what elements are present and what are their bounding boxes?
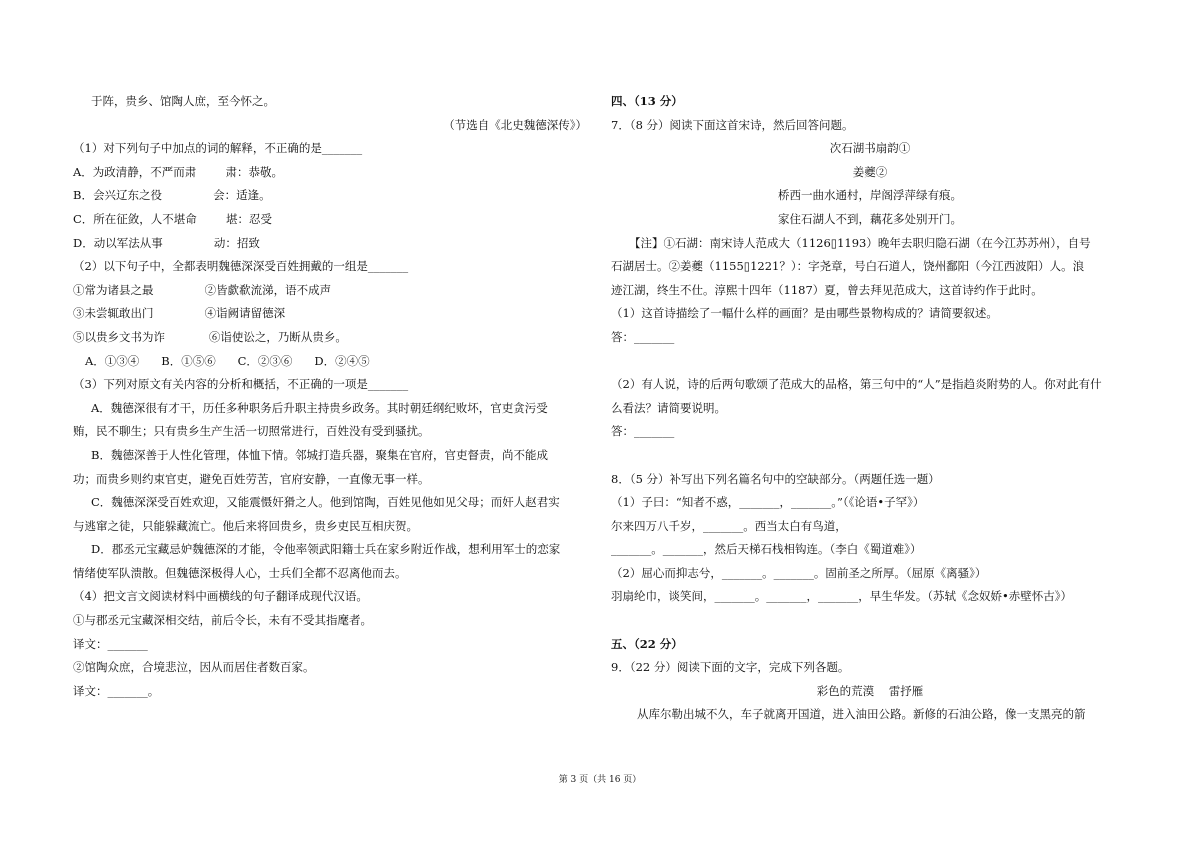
question-8-2: （2）屈心而抑志兮，_______。_______。固前圣之所厚。（屈原《离骚》） — [611, 565, 987, 580]
question-8-line-2: 尔来四万八千岁，_______。西当太白有鸟道， — [611, 518, 847, 533]
q4-translation-2: 译文：_______。 — [73, 683, 160, 698]
question-8-1: （1）子曰：“知者不惑，_______，_______。”（《论语•子罕》） — [611, 495, 925, 510]
question-8-line-3: _______。_______，然后天梯石栈相钩连。（李白《蜀道难》） — [611, 542, 922, 557]
poem-note-cont-2: 迹江湖，终生不仕。淳熙十四年（1187）夏，曾去拜见范成大，这首诗约作于此时。 — [611, 282, 1043, 297]
q2-row-3: ⑤以贵乡文书为诈 ⑥诣使讼之，乃断从贵乡。 — [73, 329, 347, 344]
left-column — [73, 90, 595, 703]
q3-option-b-cont: 功；而贵乡则约束官吏，避免百姓劳苦，官府安静，一直像无事一样。 — [73, 471, 430, 486]
question-7: 7．（8 分）阅读下面这首宋诗，然后回答问题。 — [611, 117, 854, 132]
answer-blank-1: 答：_______ — [611, 329, 675, 344]
question-7-2-cont: 么看法？请简要说明。 — [611, 400, 726, 415]
poem-author: 姜夔② — [852, 164, 888, 179]
q4-translation-1: 译文：_______ — [73, 636, 148, 651]
q1-option-d: D．动以军法从事 动：招致 — [73, 235, 260, 250]
q2-row-1: ①常为诸县之最 ②皆歔欷流涕，语不成声 — [73, 282, 332, 297]
q4-sentence-2: ②馆陶众庶，合境悲泣，因从而居住者数百家。 — [73, 660, 315, 675]
q3-option-a: A．魏德深很有才干，历任多种职务后升职主持贵乡政务。其时朝廷纲纪败坏，官吏贪污受 — [91, 400, 548, 415]
section-5-heading: 五、（22 分） — [611, 636, 683, 651]
q3-option-b: B．魏德深善于人性化管理，体恤下情。邻城打造兵器，聚集在官府，官吏督责，尚不能成 — [91, 447, 548, 462]
page-footer: 第 3 页（共 16 页） — [558, 775, 642, 785]
poem-line-2: 家住石湖人不到，藕花多处别开门。 — [778, 211, 962, 226]
question-2: （2）以下句子中，全都表明魏德深深受百姓拥戴的一组是_______ — [73, 259, 409, 274]
question-9: 9．（22 分）阅读下面的文字，完成下列各题。 — [611, 660, 850, 675]
question-8-line-5: 羽扇纶巾，谈笑间，_______。_______，_______，早生华发。（苏轼《念奴娇•赤壁怀古》） — [611, 589, 1073, 604]
poem-line-1: 桥西一曲水通村，岸阁浮萍绿有痕。 — [778, 188, 962, 203]
q3-option-d-cont: 情绪使军队溃散。但魏德深极得人心，士兵们全都不忍离他而去。 — [73, 565, 407, 580]
passage-line: 于阵，贵乡、馆陶人庶，至今怀之。 — [91, 94, 275, 108]
poem-note: 【注】①石湖：南宋诗人范成大（1126▯1193）晚年去职归隐石湖（在今江苏苏州），自号 — [629, 235, 1091, 250]
question-1: （1）对下列句子中加点的词的解释，不正确的是_______ — [73, 141, 363, 156]
question-4: （4）把文言文阅读材料中画横线的句子翻译成现代汉语。 — [73, 589, 368, 604]
question-7-1: （1）这首诗描绘了一幅什么样的画面？是由哪些景物构成的？请简要叙述。 — [611, 306, 998, 321]
question-7-2: （2）有人说，诗的后两句歌颂了范成大的品格，第三句中的“人”是指趋炎附势的人。你对此有什 — [611, 377, 1102, 392]
answer-blank-2: 答：_______ — [611, 424, 675, 439]
q1-option-b: B．会兴辽东之役 会：适逢。 — [73, 188, 271, 203]
question-3: （3）下列对原文有关内容的分析和概括，不正确的一项是_______ — [73, 377, 409, 392]
q4-sentence-1: ①与郡丞元宝藏深相交结，前后令长，未有不受其指麾者。 — [73, 613, 372, 628]
poem-note-cont-1: 石湖居士。②姜夔（1155▯1221？）：字尧章，号白石道人，饶州鄱阳（今江西波阳）人。浪 — [611, 259, 1085, 274]
essay-line-1: 从库尔勒出城不久，车子就离开国道，进入油田公路。新修的石油公路，像一支黑亮的箭 — [637, 707, 1086, 722]
q3-option-a-cont: 贿，民不聊生；只有贵乡生产生活一切照常进行，百姓没有受到骚扰。 — [73, 424, 430, 439]
source-citation: （节选自《北史魏德深传》） — [443, 117, 587, 132]
q3-option-d: D．郡丞元宝藏忌妒魏德深的才能，令他率领武阳籍士兵在家乡附近作战，想利用军士的恋家 — [91, 542, 561, 557]
q3-option-c-cont: 与逃窜之徒，只能躲藏流亡。他后来将回贵乡，贵乡吏民互相庆贺。 — [73, 518, 418, 533]
essay-title: 彩色的荒漠 雷抒雁 — [816, 683, 924, 698]
q1-option-a: A．为政清静，不严而肃 肃：恭敬。 — [73, 164, 284, 179]
q3-option-c: C．魏德深深受百姓欢迎，又能震慑奸猾之人。他到馆陶，百姓见他如见父母；而奸人赵君实 — [91, 495, 560, 510]
poem-title: 次石湖书扇韵① — [829, 141, 911, 156]
q2-row-2: ③未尝辄敢出门 ④诣阙请留德深 — [73, 306, 286, 321]
right-column — [611, 90, 1129, 727]
spacer — [611, 350, 1129, 374]
section-4-heading: 四、（13 分） — [611, 94, 683, 108]
q2-options: A．①③④ B．①⑤⑥ C．②③⑥ D．②④⑤ — [85, 353, 370, 368]
spacer — [611, 609, 1129, 633]
spacer — [611, 444, 1129, 468]
q1-option-c: C．所在征敛，人不堪命 堪：忍受 — [73, 211, 273, 226]
question-8: 8．（5 分）补写出下列名篇名句中的空缺部分。（两题任选一题） — [611, 471, 940, 486]
